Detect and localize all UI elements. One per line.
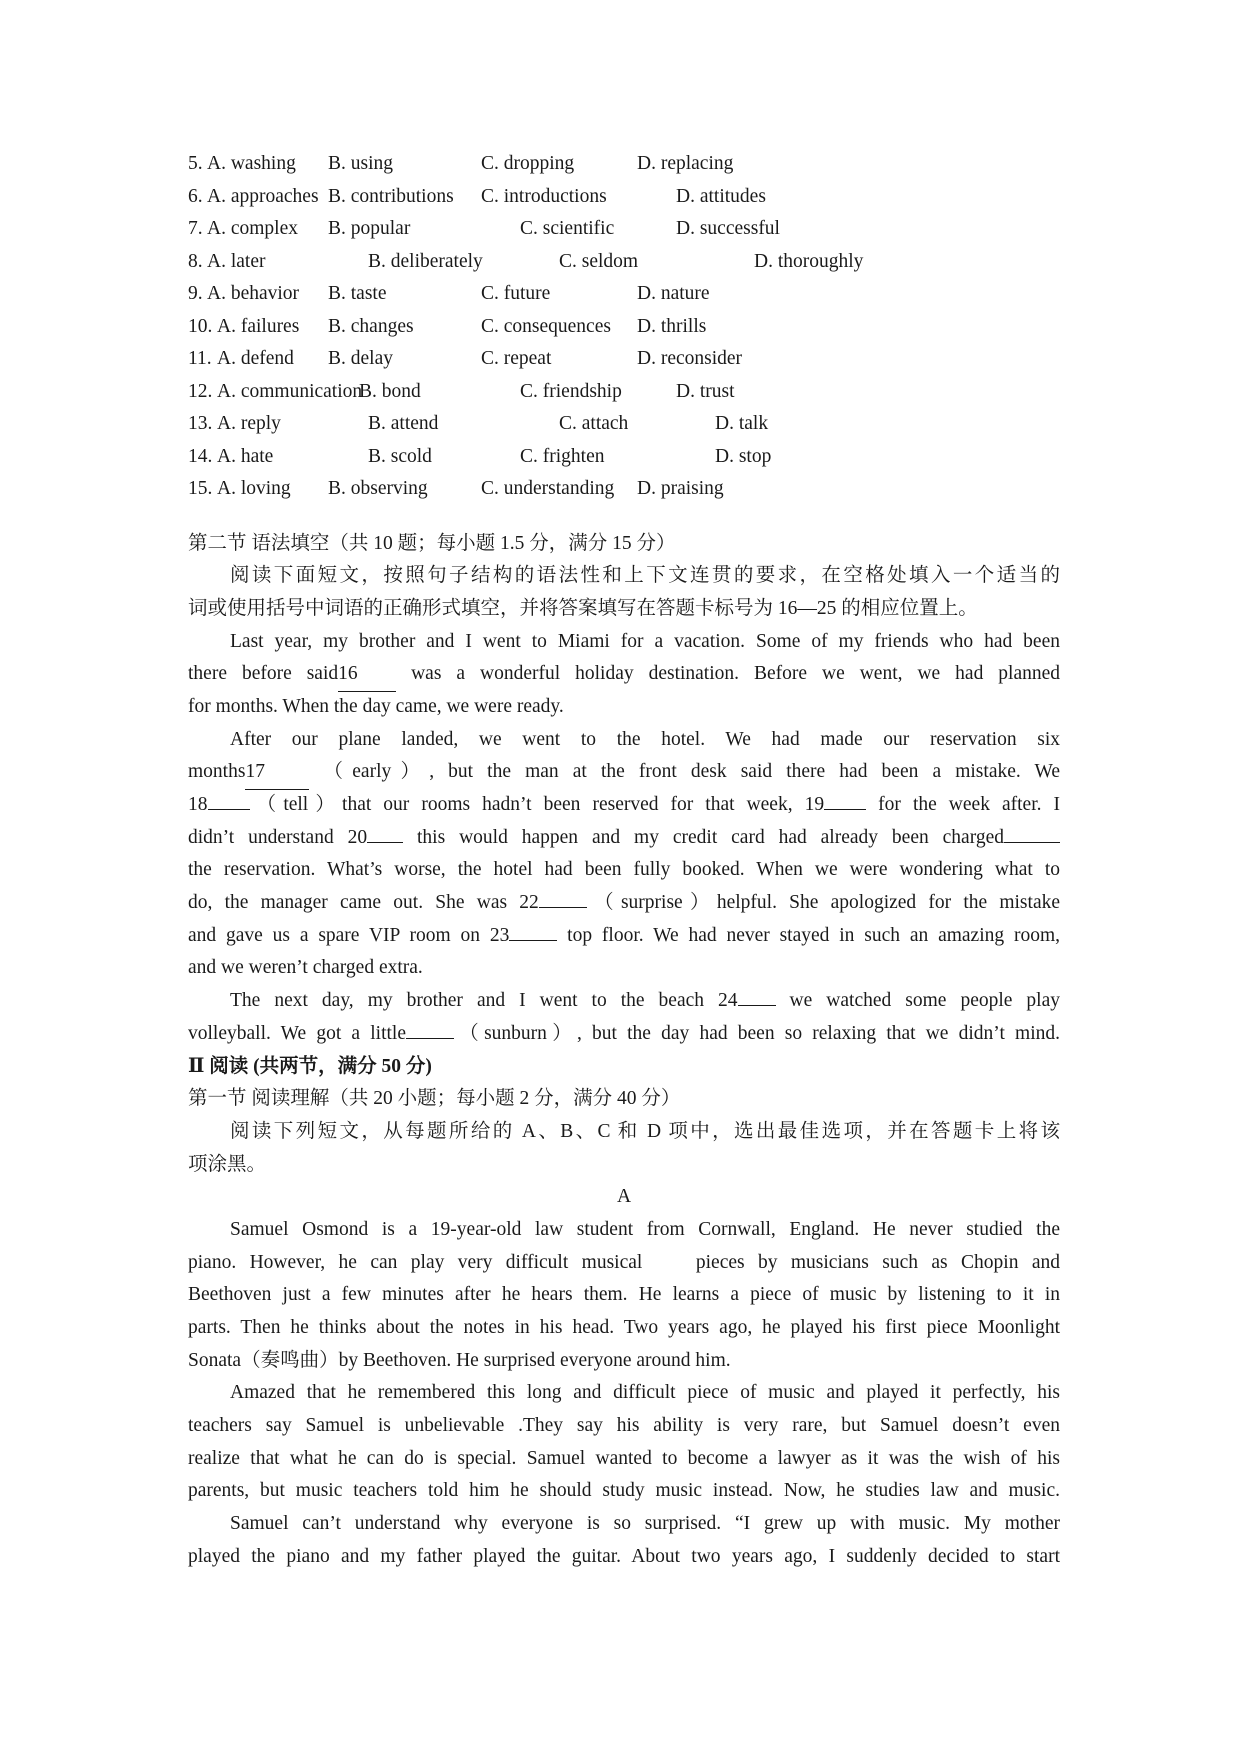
passage-line: Sonata（奏鸣曲）by Beethoven. He surprised everyone around him. [188, 1349, 731, 1371]
option-a: A. complex [207, 218, 298, 239]
reading-section [188, 1051, 1060, 1574]
passage-line: parents, but music teachers told him he should study music instead. Now, he studies law and music. [188, 1480, 1060, 1502]
blank-22 [539, 907, 587, 908]
option-b: B. bond [359, 380, 421, 402]
blank-20 [367, 842, 403, 843]
passage-line: the reservation. What’s worse, the hotel had been fully booked. When we were wondering what to [188, 859, 1060, 881]
passage-line: After our plane landed, we went to the hotel. We had made our reservation six [230, 728, 1060, 750]
instruction-line: 词或使用括号中词语的正确形式填空，并将答案填写在答题卡标号为 16—25 的相应位置上。 [188, 597, 978, 619]
question-number: 6. [188, 185, 203, 207]
option-row [188, 181, 1060, 214]
passage-line: Last year, my brother and I went to Miami for a vacation. Some of my friends who had been [230, 630, 1060, 652]
option-c: C. seldom [559, 250, 639, 272]
option-row [188, 408, 1060, 441]
option-b: B. attend [368, 413, 439, 434]
option-d: D. attitudes [676, 185, 766, 207]
option-c: C. attach [559, 413, 629, 434]
option-b: B. deliberately [368, 250, 483, 272]
blank-16: 16 [338, 658, 396, 692]
passage-line: 18 （tell）that our rooms hadn’t been reserved for that week, 19 for the week after. I [188, 794, 1061, 815]
passage-line: months17 （early）, but the man at the front desk said there had been a mistake. We [188, 756, 1060, 789]
instruction-line: 项涂黑。 [188, 1153, 267, 1175]
option-c: C. scientific [520, 218, 615, 239]
options-list [188, 148, 1060, 506]
question-number: 12. [188, 380, 213, 402]
option-row [188, 473, 1060, 506]
option-a: A. failures [217, 315, 300, 337]
option-b: B. contributions [328, 185, 454, 207]
grammar-section [188, 528, 1060, 1051]
blank-19 [824, 809, 866, 810]
option-row [188, 213, 1060, 246]
option-d: D. trust [676, 380, 735, 402]
passage-line: and gave us a spare VIP room on 23 top floor. We had never stayed in such an amazing room, [188, 924, 1061, 946]
option-d: D. replacing [637, 153, 734, 174]
option-row [188, 376, 1060, 409]
question-number: 14. [188, 445, 213, 467]
option-a: A. approaches [207, 185, 319, 207]
passage-line: parts. Then he thinks about the notes in his head. Two years ago, he played his first piece Moonlight [188, 1317, 1060, 1338]
passage-line: there before said16 was a wonderful holiday destination. Before we went, we had planned [188, 658, 1060, 691]
option-row [188, 148, 1060, 181]
passage-line: piano. However, he can play very difficult musical pieces by musicians such as Chopin and [188, 1251, 1060, 1273]
option-c: C. repeat [481, 348, 552, 369]
option-row [188, 311, 1060, 344]
blank-23 [509, 940, 557, 941]
passage-line: teachers say Samuel is unbelievable .They say his ability is very rare, but Samuel doesn’t even [188, 1415, 1060, 1437]
option-row [188, 441, 1060, 474]
option-c: C. understanding [481, 478, 615, 499]
question-number: 8. [188, 250, 203, 272]
blank-25 [406, 1038, 454, 1039]
blank-18 [208, 809, 250, 810]
passage-line: Samuel can’t understand why everyone is so surprised. “I grew up with music. My mother [230, 1513, 1060, 1535]
option-a: A. defend [217, 348, 294, 369]
question-number: 7. [188, 218, 203, 239]
document-page [188, 148, 1060, 1574]
passage-line: didn’t understand 20 this would happen and my credit card had already been charged [188, 822, 1060, 855]
option-c: C. introductions [481, 185, 607, 207]
option-d: D. reconsider [637, 348, 743, 369]
option-row [188, 246, 1060, 279]
option-a: A. reply [217, 413, 281, 434]
question-number: 11. [188, 348, 212, 369]
option-d: D. thrills [637, 315, 707, 337]
option-a: A. later [207, 250, 266, 272]
option-b: B. popular [328, 218, 411, 239]
option-a: A. behavior [207, 283, 300, 304]
option-row [188, 278, 1060, 311]
passage-line: Amazed that he remembered this long and difficult piece of music and played it perfectly, his [230, 1382, 1060, 1404]
option-a: A. communication [217, 380, 363, 402]
option-a: A. washing [207, 153, 296, 174]
option-c: C. frighten [520, 445, 605, 467]
instruction-line: 阅读下面短文，按照句子结构的语法性和上下文连贯的要求，在空格处填入一个适当的 [230, 565, 1060, 587]
passage-line: for months. When the day came, we were ready. [188, 695, 564, 717]
passage-line: and we weren’t charged extra. [188, 957, 423, 979]
option-b: B. taste [328, 283, 387, 304]
section-heading: 第一节 阅读理解（共 20 小题；每小题 2 分，满分 40 分） [188, 1088, 681, 1110]
question-number: 10. [188, 315, 213, 337]
option-a: A. hate [217, 445, 274, 467]
question-number: 13. [188, 413, 213, 434]
part-heading: Ⅱ 阅读 (共两节，满分 50 分) [188, 1055, 432, 1077]
passage-line: realize that what he can do is special. Samuel wanted to become a lawyer as it was the wish of his [188, 1447, 1060, 1469]
passage-line: do, the manager came out. She was 22 （surprise）helpful. She apologized for the mistake [188, 892, 1061, 914]
question-number: 9. [188, 283, 203, 304]
option-c: C. friendship [520, 380, 622, 402]
passage-line: volleyball. We got a little （sunburn）, but the day had been so relaxing that we didn’t mind. [188, 1022, 1060, 1044]
option-b: B. changes [328, 315, 414, 337]
blank-21 [1004, 842, 1060, 843]
passage-letter: A [616, 1186, 632, 1208]
option-b: B. using [328, 153, 394, 174]
option-d: D. stop [715, 445, 772, 467]
question-number: 5. [188, 153, 203, 174]
section-heading: 第二节 语法填空（共 10 题；每小题 1.5 分，满分 15 分） [188, 532, 676, 554]
option-a: A. loving [217, 478, 291, 499]
option-b: B. delay [328, 348, 393, 369]
option-d: D. talk [715, 413, 769, 434]
option-d: D. successful [676, 218, 780, 239]
option-d: D. praising [637, 478, 724, 499]
option-row [188, 343, 1060, 376]
option-d: D. nature [637, 283, 710, 304]
option-c: C. dropping [481, 153, 575, 174]
passage-line: played the piano and my father played the guitar. About two years ago, I suddenly decided to start [188, 1545, 1060, 1567]
passage-line: Beethoven just a few minutes after he hears them. He learns a piece of music by listening to it in [188, 1284, 1060, 1306]
option-c: C. consequences [481, 315, 611, 337]
passage-line: Samuel Osmond is a 19-year-old law student from Cornwall, England. He never studied the [230, 1218, 1060, 1240]
question-number: 15. [188, 478, 213, 499]
instruction-line: 阅读下列短文，从每题所给的 A、B、C 和 D 项中，选出最佳选项，并在答题卡上将该 [230, 1120, 1060, 1142]
option-b: B. observing [328, 478, 428, 499]
option-b: B. scold [368, 445, 432, 467]
option-c: C. future [481, 283, 551, 304]
option-d: D. thoroughly [754, 250, 864, 272]
blank-24 [738, 1005, 776, 1006]
passage-line: The next day, my brother and I went to the beach 24 we watched some people play [230, 990, 1061, 1012]
blank-17: 17 [245, 756, 309, 790]
